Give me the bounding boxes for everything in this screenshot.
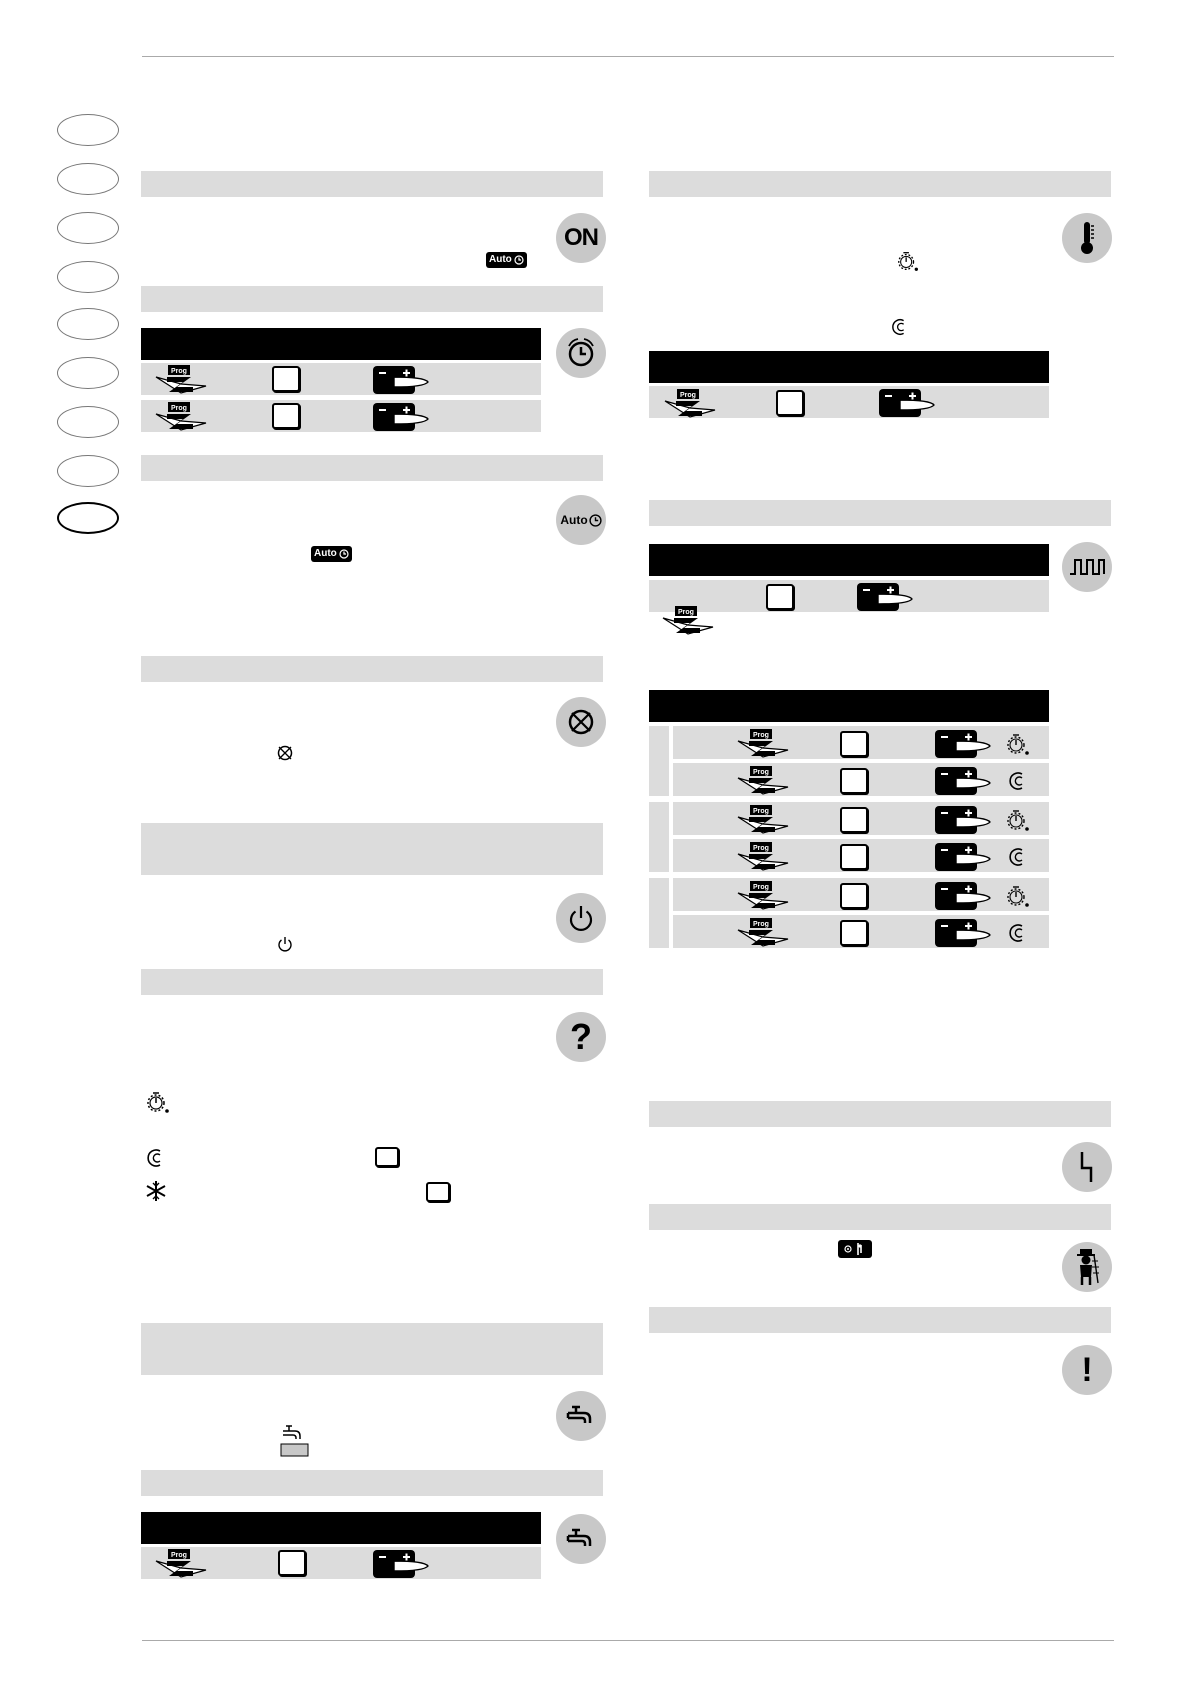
section-bar-hot-water [141,1323,603,1375]
frost-protection-icon [556,697,606,747]
display-key-icon [840,768,868,794]
weekday-group-marker [649,802,669,872]
clock-table-header [141,328,541,360]
auto-mode-badge: Auto [486,252,527,268]
section-bar-hot-water-program [141,1470,603,1496]
temperature-table-header [649,351,1049,383]
svg-text:Prog: Prog [680,392,696,399]
plus-minus-key-icon [372,1549,430,1577]
svg-text:Prog: Prog [753,921,769,928]
plus-minus-key-icon [934,729,992,757]
display-key-icon [426,1182,450,1202]
plus-minus-key-icon [934,842,992,870]
comfort-timer-icon [145,1089,171,1115]
svg-text:Prog: Prog [678,609,694,616]
chimney-sweep-icon [1062,1242,1112,1292]
thermometer-icon [1062,213,1112,263]
display-key-icon [278,1550,306,1576]
comfort-timer-icon [1005,807,1031,833]
section-bar-note [649,1307,1111,1333]
language-tab-9-active[interactable] [57,502,119,534]
plus-minus-key-icon [372,402,430,430]
display-key-icon [840,883,868,909]
program-table-header [649,544,1049,576]
tap-mini-icon [279,1421,311,1457]
prog-key-icon [662,605,714,633]
display-key-icon [272,366,300,392]
prog-key-icon [664,388,716,416]
svg-text:Prog: Prog [171,1552,187,1559]
prog-key-icon [737,804,789,832]
section-bar-clock [141,286,603,312]
prog-key-icon [155,1548,207,1576]
language-tab-4[interactable] [57,261,119,293]
auto-mode-icon: Auto [556,495,606,545]
section-bar-chimney-sweep [649,1204,1111,1230]
svg-text:Prog: Prog [753,732,769,739]
moon-reduced-icon [1007,846,1029,868]
frost-protection-mini-icon [276,744,294,762]
clock-set-icon [556,328,606,378]
display-key-icon [840,731,868,757]
prog-key-icon [737,841,789,869]
section-bar-standby [141,823,603,875]
exclamation-icon: ! [1062,1345,1112,1395]
svg-text:Prog: Prog [753,769,769,776]
prog-key-icon [155,401,207,429]
display-key-icon [840,920,868,946]
section-bar-temperature [649,171,1111,197]
snowflake-icon [145,1180,167,1202]
display-key-icon [375,1147,399,1167]
svg-text:Prog: Prog [753,845,769,852]
language-tab-6[interactable] [57,357,119,389]
moon-reduced-mini-icon [890,317,910,337]
display-key-icon [272,403,300,429]
fault-icon [1062,1142,1112,1192]
plus-minus-key-icon [934,766,992,794]
section-bar-programs [649,500,1111,526]
language-tab-2[interactable] [57,163,119,195]
svg-text:Prog: Prog [171,368,187,375]
svg-text:Prog: Prog [753,808,769,815]
weekday-group-marker [649,878,669,948]
section-bar-fault [649,1101,1111,1127]
language-tab-7[interactable] [57,406,119,438]
pulse-program-icon [1062,542,1112,592]
prog-key-icon [737,765,789,793]
comfort-timer-icon [1005,883,1031,909]
chimney-sweep-badge [838,1240,872,1258]
comfort-timer-icon [1005,731,1031,757]
language-tab-5[interactable] [57,308,119,340]
section-bar-auto [141,455,603,481]
weekday-group-marker [649,726,669,796]
moon-reduced-icon [1007,770,1029,792]
language-tab-3[interactable] [57,212,119,244]
plus-minus-key-icon [934,918,992,946]
question-icon: ? [556,1012,606,1062]
display-key-icon [776,390,804,416]
top-rule [142,56,1114,57]
tap-icon [556,1514,606,1564]
prog-key-icon [155,364,207,392]
svg-text:Prog: Prog [171,405,187,412]
prog-key-icon [737,728,789,756]
power-mini-icon [276,935,294,953]
on-icon: ON [556,213,606,263]
plus-minus-key-icon [878,388,936,416]
language-tab-1[interactable] [57,114,119,146]
language-tab-8[interactable] [57,455,119,487]
auto-mode-badge: Auto [311,546,352,562]
plus-minus-key-icon [934,805,992,833]
tap-icon [556,1391,606,1441]
power-icon [556,893,606,943]
plus-minus-key-icon [934,881,992,909]
prog-key-icon [737,880,789,908]
plus-minus-key-icon [856,582,914,610]
display-key-icon [766,584,794,610]
section-bar-switch-on [141,171,603,197]
svg-text:Prog: Prog [753,884,769,891]
moon-reduced-icon [1007,922,1029,944]
hot-water-table-header [141,1512,541,1544]
section-bar-info [141,969,603,995]
moon-reduced-icon [145,1147,167,1169]
prog-key-icon [737,917,789,945]
bottom-rule [142,1640,1114,1641]
display-key-icon [840,807,868,833]
section-bar-frost [141,656,603,682]
weekday-table-header [649,690,1049,722]
comfort-timer-mini-icon [896,249,920,273]
plus-minus-key-icon [372,365,430,393]
display-key-icon [840,844,868,870]
